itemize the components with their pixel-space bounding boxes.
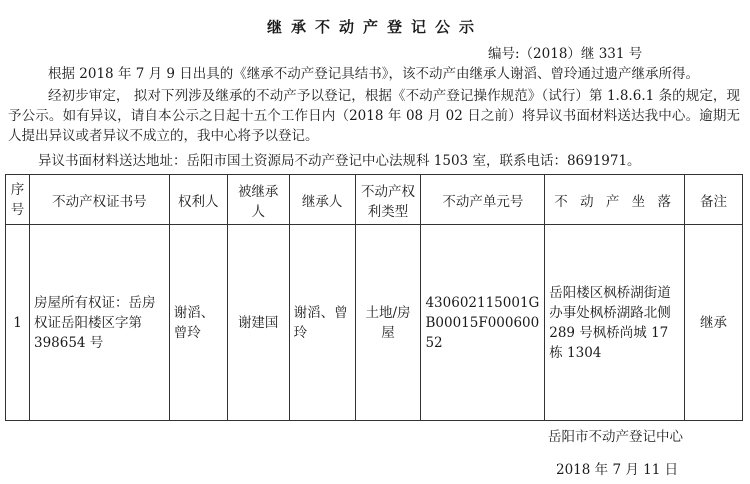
header-cert: 不动产权证书号 — [29, 175, 169, 225]
cell-owner: 谢滔、曾玲 — [169, 225, 227, 421]
header-unit-no: 不动产单元号 — [421, 175, 545, 225]
cell-cert: 房屋所有权证：岳房权证岳阳楼区字第 398654 号 — [29, 225, 169, 421]
table-row — [6, 225, 743, 421]
cell-unit-no: 430602115001GB00015F00060052 — [421, 225, 545, 421]
page-title: 继承不动产登记公示 — [266, 18, 483, 36]
header-deceased: 被继承人 — [227, 175, 289, 225]
cell-right-type: 土地/房屋 — [355, 225, 421, 421]
header-owner: 权利人 — [169, 175, 227, 225]
cell-remark: 继承 — [685, 225, 743, 421]
cell-seq: 1 — [6, 225, 30, 421]
registration-table — [5, 174, 743, 421]
document-number: 编号:（2018）继 331 号 — [488, 46, 643, 62]
issuing-organization: 岳阳市不动产登记中心 — [548, 429, 683, 445]
issue-date: 2018 年 7 月 11 日 — [556, 462, 679, 478]
header-remark: 备注 — [685, 175, 743, 225]
cell-deceased: 谢建国 — [227, 225, 289, 421]
header-location: 不 动 产 坐 落 — [545, 175, 685, 225]
cell-heir: 谢滔、曾玲 — [289, 225, 355, 421]
header-seq: 序号 — [6, 175, 30, 225]
header-right-type: 不动产权利类型 — [355, 175, 421, 225]
paragraph-objection-address: 异议书面材料送达地址：岳阳市国土资源局不动产登记中心法规科 1503 室，联系电话：8691971。 — [38, 153, 641, 169]
cell-location: 岳阳楼区枫桥湖街道办事处枫桥湖路北侧 289 号枫桥尚城 17 栋 1304 — [545, 225, 685, 421]
paragraph-review: 经初步审定， 拟对下列涉及继承的不动产予以登记，根据《不动产登记操作规范》（试行）第 1.8.6.1 条的规定，现予公示。如有异议，请自本公示之日起十五个工作日内（2018 年 08 月 02 日之前）将异议书面材料送达我中心。逾期无人提出异议或者异议不成立的，我中心将予以登记。 — [8, 88, 740, 144]
header-heir: 继承人 — [289, 175, 355, 225]
paragraph-basis: 根据 2018 年 7 月 9 日出具的《继承不动产登记具结书》，该不动产由继承人谢滔、曾玲通过遗产继承所得。 — [48, 66, 700, 82]
table-header-row — [6, 175, 743, 225]
